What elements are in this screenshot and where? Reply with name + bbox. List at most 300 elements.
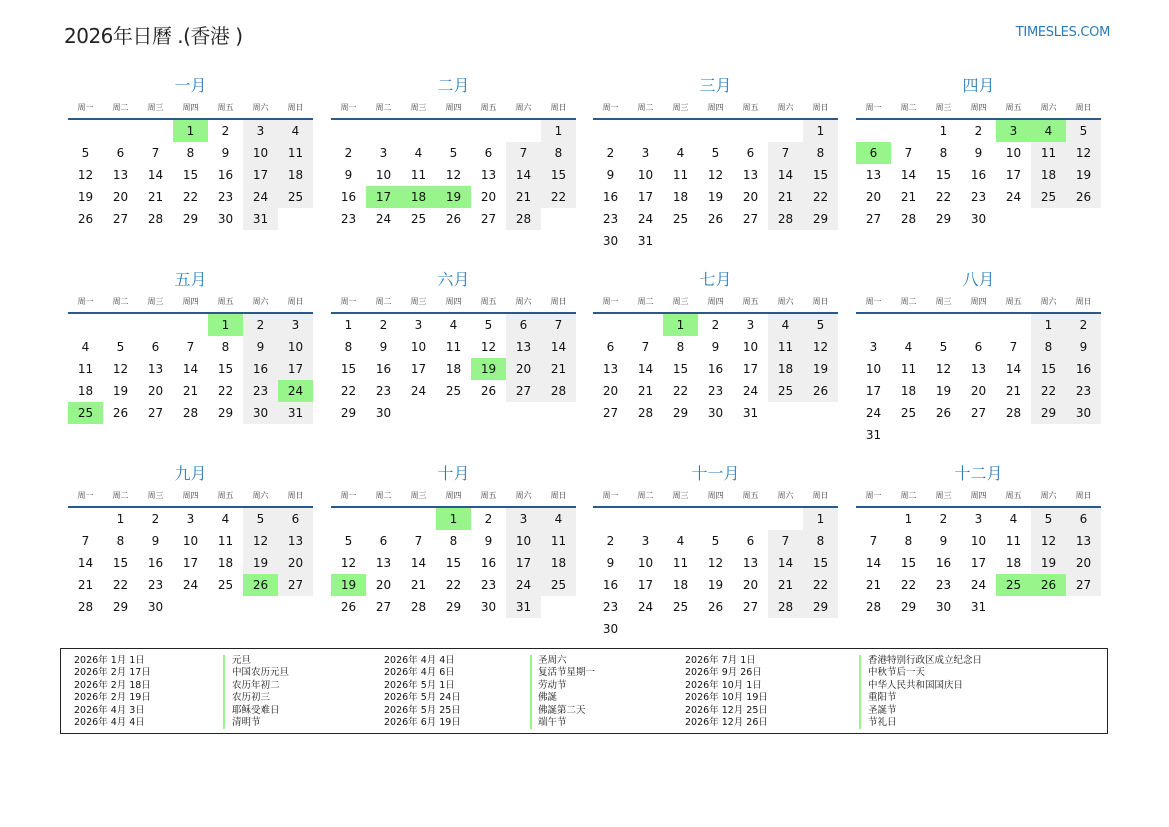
day-cell: 27 bbox=[742, 600, 759, 614]
holiday-day-cell: 18 bbox=[401, 186, 436, 208]
day-cell: 26 bbox=[707, 600, 724, 614]
weekday-label: 周四 bbox=[182, 297, 199, 306]
legend-date-column bbox=[74, 655, 151, 729]
day-cell: 16 bbox=[340, 190, 357, 204]
day-cell: 23 bbox=[147, 578, 164, 592]
legend-holiday-name: 复活节星期一 bbox=[538, 667, 596, 679]
day-cell: 11 bbox=[445, 340, 462, 354]
weekday-label: 周四 bbox=[970, 103, 987, 112]
month-calendar bbox=[593, 74, 838, 252]
day-cell: 9 bbox=[379, 340, 388, 354]
day-cell: 31 bbox=[865, 428, 882, 442]
day-cell: 5 bbox=[939, 340, 948, 354]
day-cell: 4 bbox=[414, 146, 423, 160]
day-cell: 30 bbox=[935, 600, 952, 614]
day-grid bbox=[593, 508, 838, 640]
month-name: 十一月 bbox=[691, 464, 740, 483]
day-cell: 10 bbox=[1005, 146, 1022, 160]
day-cell: 8 bbox=[221, 340, 230, 354]
day-cell: 29 bbox=[672, 406, 689, 420]
day-cell: 11 bbox=[217, 534, 234, 548]
weekday-label: 周二 bbox=[900, 103, 917, 112]
day-cell: 19 bbox=[1066, 164, 1101, 186]
weekday-header bbox=[856, 98, 1101, 120]
empty-cell bbox=[331, 508, 366, 530]
month-name: 七月 bbox=[699, 270, 732, 289]
empty-cell bbox=[996, 314, 1031, 336]
day-cell: 12 bbox=[803, 336, 838, 358]
day-cell: 9 bbox=[221, 146, 230, 160]
legend-date: 2026年 4月 4日 bbox=[384, 655, 455, 666]
holiday-day-cell: 17 bbox=[366, 186, 401, 208]
empty-cell bbox=[331, 120, 366, 142]
day-cell: 28 bbox=[865, 600, 882, 614]
day-cell: 30 bbox=[602, 234, 619, 248]
empty-cell bbox=[663, 120, 698, 142]
empty-cell bbox=[926, 314, 961, 336]
day-cell: 12 bbox=[445, 168, 462, 182]
month-name: 九月 bbox=[174, 464, 207, 483]
day-cell: 6 bbox=[151, 340, 160, 354]
day-cell: 17 bbox=[278, 358, 313, 380]
day-cell: 24 bbox=[1005, 190, 1022, 204]
day-cell: 12 bbox=[707, 168, 724, 182]
day-cell: 25 bbox=[900, 406, 917, 420]
day-cell: 16 bbox=[147, 556, 164, 570]
day-cell: 11 bbox=[541, 530, 576, 552]
day-cell: 24 bbox=[637, 212, 654, 226]
empty-cell bbox=[593, 120, 628, 142]
legend-holiday-name: 劳动节 bbox=[538, 679, 567, 691]
weekday-header bbox=[68, 98, 313, 120]
weekday-label: 周日 bbox=[550, 297, 567, 306]
day-cell: 27 bbox=[865, 212, 882, 226]
day-cell: 16 bbox=[602, 578, 619, 592]
weekday-label: 周二 bbox=[112, 103, 129, 112]
day-grid bbox=[856, 120, 1101, 230]
day-cell: 23 bbox=[1066, 380, 1101, 402]
day-cell: 7 bbox=[904, 146, 913, 160]
month-name: 五月 bbox=[174, 270, 207, 289]
day-cell: 24 bbox=[970, 578, 987, 592]
day-cell: 1 bbox=[1031, 314, 1066, 336]
weekday-label: 周一 bbox=[77, 297, 94, 306]
weekday-label: 周四 bbox=[970, 297, 987, 306]
day-cell: 18 bbox=[672, 578, 689, 592]
day-cell: 17 bbox=[182, 556, 199, 570]
day-cell: 14 bbox=[768, 164, 803, 186]
day-cell: 8 bbox=[116, 534, 125, 548]
month-calendar bbox=[593, 268, 838, 424]
day-cell: 3 bbox=[746, 318, 755, 332]
weekday-label: 周三 bbox=[672, 297, 689, 306]
weekday-label: 周五 bbox=[742, 297, 759, 306]
day-cell: 6 bbox=[506, 314, 541, 336]
empty-cell bbox=[856, 314, 891, 336]
weekday-header bbox=[856, 292, 1101, 314]
day-cell: 26 bbox=[112, 406, 129, 420]
day-cell: 14 bbox=[1005, 362, 1022, 376]
day-cell: 17 bbox=[742, 362, 759, 376]
day-cell: 1 bbox=[803, 120, 838, 142]
day-cell: 31 bbox=[278, 402, 313, 424]
empty-cell bbox=[768, 508, 803, 530]
weekday-label: 周六 bbox=[252, 297, 269, 306]
day-cell: 25 bbox=[445, 384, 462, 398]
weekday-header bbox=[593, 98, 838, 120]
weekday-label: 周二 bbox=[112, 297, 129, 306]
weekday-label: 周二 bbox=[900, 491, 917, 500]
day-cell: 5 bbox=[81, 146, 90, 160]
month-name: 六月 bbox=[437, 270, 470, 289]
day-cell: 16 bbox=[970, 168, 987, 182]
day-grid bbox=[331, 120, 576, 230]
day-cell: 30 bbox=[243, 402, 278, 424]
legend-holiday-name: 节礼日 bbox=[868, 716, 897, 728]
day-cell: 11 bbox=[1031, 142, 1066, 164]
day-cell: 2 bbox=[1066, 314, 1101, 336]
day-cell: 2 bbox=[606, 146, 615, 160]
day-cell: 10 bbox=[865, 362, 882, 376]
weekday-label: 周日 bbox=[550, 491, 567, 500]
day-cell: 5 bbox=[484, 318, 493, 332]
empty-cell bbox=[68, 508, 103, 530]
empty-cell bbox=[628, 314, 663, 336]
day-cell: 30 bbox=[217, 212, 234, 226]
legend-holiday-name: 端午节 bbox=[538, 716, 567, 728]
day-grid bbox=[856, 314, 1101, 446]
day-grid bbox=[331, 508, 576, 618]
empty-cell bbox=[628, 508, 663, 530]
day-cell: 1 bbox=[939, 124, 948, 138]
day-cell: 13 bbox=[865, 168, 882, 182]
empty-cell bbox=[733, 120, 768, 142]
legend-date: 2026年 5月 24日 bbox=[384, 692, 461, 704]
day-cell: 10 bbox=[742, 340, 759, 354]
day-cell: 22 bbox=[182, 190, 199, 204]
day-cell: 12 bbox=[480, 340, 497, 354]
day-cell: 12 bbox=[112, 362, 129, 376]
legend-date: 2026年 10月 1日 bbox=[685, 679, 762, 691]
empty-cell bbox=[68, 120, 103, 142]
day-cell: 16 bbox=[375, 362, 392, 376]
day-cell: 3 bbox=[506, 508, 541, 530]
day-cell: 23 bbox=[602, 600, 619, 614]
legend-holiday-name: 佛誕 bbox=[538, 692, 558, 704]
day-cell: 24 bbox=[375, 212, 392, 226]
day-cell: 10 bbox=[182, 534, 199, 548]
day-cell: 24 bbox=[506, 574, 541, 596]
month-calendar bbox=[68, 268, 313, 424]
day-cell: 28 bbox=[77, 600, 94, 614]
weekday-label: 周四 bbox=[445, 103, 462, 112]
day-cell: 10 bbox=[375, 168, 392, 182]
weekday-label: 周一 bbox=[602, 297, 619, 306]
weekday-label: 周日 bbox=[287, 103, 304, 112]
day-cell: 14 bbox=[77, 556, 94, 570]
day-cell: 20 bbox=[865, 190, 882, 204]
month-calendar bbox=[856, 462, 1101, 618]
day-cell: 4 bbox=[1009, 512, 1018, 526]
weekday-header bbox=[593, 486, 838, 508]
day-cell: 16 bbox=[480, 556, 497, 570]
day-cell: 4 bbox=[904, 340, 913, 354]
weekday-label: 周日 bbox=[287, 491, 304, 500]
day-cell: 14 bbox=[410, 556, 427, 570]
weekday-label: 周日 bbox=[1075, 491, 1092, 500]
weekday-label: 周二 bbox=[637, 297, 654, 306]
day-cell: 12 bbox=[707, 556, 724, 570]
day-cell: 3 bbox=[186, 512, 195, 526]
day-cell: 6 bbox=[746, 534, 755, 548]
holiday-day-cell: 25 bbox=[68, 402, 103, 424]
legend-date: 2026年 12月 26日 bbox=[685, 716, 768, 728]
day-cell: 21 bbox=[506, 186, 541, 208]
legend-date: 2026年 6月 19日 bbox=[384, 716, 461, 728]
day-cell: 18 bbox=[672, 190, 689, 204]
legend-holiday-name: 佛誕第二天 bbox=[538, 704, 586, 716]
legend-date: 2026年 1月 1日 bbox=[74, 655, 145, 666]
day-cell: 28 bbox=[768, 208, 803, 230]
month-name: 三月 bbox=[699, 76, 732, 95]
empty-cell bbox=[138, 314, 173, 336]
day-cell: 12 bbox=[77, 168, 94, 182]
day-cell: 11 bbox=[768, 336, 803, 358]
month-calendar bbox=[856, 74, 1101, 230]
brand-link[interactable]: TIMESLES.COM bbox=[1015, 25, 1110, 40]
day-cell: 27 bbox=[506, 380, 541, 402]
day-cell: 28 bbox=[410, 600, 427, 614]
weekday-label: 周五 bbox=[480, 297, 497, 306]
weekday-label: 周五 bbox=[480, 103, 497, 112]
weekday-label: 周三 bbox=[935, 491, 952, 500]
day-cell: 3 bbox=[641, 146, 650, 160]
day-cell: 29 bbox=[445, 600, 462, 614]
day-cell: 24 bbox=[182, 578, 199, 592]
day-cell: 9 bbox=[974, 146, 983, 160]
day-cell: 18 bbox=[217, 556, 234, 570]
day-cell: 15 bbox=[340, 362, 357, 376]
day-cell: 22 bbox=[541, 186, 576, 208]
weekday-label: 周二 bbox=[637, 103, 654, 112]
day-cell: 15 bbox=[803, 552, 838, 574]
day-cell: 23 bbox=[480, 578, 497, 592]
empty-cell bbox=[663, 508, 698, 530]
day-cell: 16 bbox=[935, 556, 952, 570]
day-cell: 19 bbox=[707, 578, 724, 592]
day-cell: 25 bbox=[410, 212, 427, 226]
holiday-legend bbox=[60, 648, 1108, 734]
day-cell: 11 bbox=[410, 168, 427, 182]
empty-cell bbox=[366, 120, 401, 142]
day-cell: 30 bbox=[147, 600, 164, 614]
day-cell: 21 bbox=[865, 578, 882, 592]
day-cell: 28 bbox=[637, 406, 654, 420]
day-cell: 17 bbox=[1005, 168, 1022, 182]
weekday-label: 周五 bbox=[742, 103, 759, 112]
weekday-label: 周五 bbox=[742, 491, 759, 500]
day-cell: 16 bbox=[243, 358, 278, 380]
weekday-label: 周六 bbox=[777, 297, 794, 306]
day-grid bbox=[856, 508, 1101, 618]
day-cell: 30 bbox=[480, 600, 497, 614]
empty-cell bbox=[891, 314, 926, 336]
day-cell: 3 bbox=[243, 120, 278, 142]
day-cell: 23 bbox=[243, 380, 278, 402]
empty-cell bbox=[733, 508, 768, 530]
legend-date: 2026年 4月 6日 bbox=[384, 667, 455, 679]
day-cell: 7 bbox=[151, 146, 160, 160]
day-cell: 21 bbox=[637, 384, 654, 398]
day-cell: 31 bbox=[970, 600, 987, 614]
day-cell: 13 bbox=[742, 556, 759, 570]
day-cell: 26 bbox=[707, 212, 724, 226]
day-cell: 25 bbox=[1031, 186, 1066, 208]
legend-holiday-name: 清明节 bbox=[232, 716, 261, 728]
legend-holiday-marker bbox=[223, 655, 225, 729]
day-cell: 4 bbox=[676, 534, 685, 548]
day-cell: 9 bbox=[484, 534, 493, 548]
day-cell: 19 bbox=[77, 190, 94, 204]
day-cell: 12 bbox=[1031, 530, 1066, 552]
legend-date: 2026年 4月 4日 bbox=[74, 716, 145, 728]
month-name: 四月 bbox=[962, 76, 995, 95]
day-cell: 7 bbox=[81, 534, 90, 548]
weekday-label: 周六 bbox=[1040, 491, 1057, 500]
empty-cell bbox=[768, 120, 803, 142]
legend-date: 2026年 4月 3日 bbox=[74, 704, 145, 716]
empty-cell bbox=[593, 508, 628, 530]
day-cell: 27 bbox=[147, 406, 164, 420]
day-cell: 4 bbox=[541, 508, 576, 530]
day-cell: 4 bbox=[278, 120, 313, 142]
legend-date: 2026年 10月 19日 bbox=[685, 692, 768, 704]
weekday-header bbox=[593, 292, 838, 314]
weekday-label: 周一 bbox=[340, 491, 357, 500]
weekday-label: 周三 bbox=[147, 491, 164, 500]
day-cell: 21 bbox=[900, 190, 917, 204]
day-cell: 15 bbox=[182, 168, 199, 182]
day-cell: 14 bbox=[865, 556, 882, 570]
legend-date: 2026年 2月 17日 bbox=[74, 667, 151, 679]
day-cell: 30 bbox=[707, 406, 724, 420]
day-cell: 8 bbox=[541, 142, 576, 164]
legend-name-column bbox=[868, 655, 982, 729]
day-cell: 29 bbox=[340, 406, 357, 420]
day-cell: 4 bbox=[81, 340, 90, 354]
day-cell: 18 bbox=[1005, 556, 1022, 570]
day-cell: 15 bbox=[112, 556, 129, 570]
day-cell: 6 bbox=[1066, 508, 1101, 530]
month-name: 十月 bbox=[437, 464, 470, 483]
day-cell: 8 bbox=[449, 534, 458, 548]
day-cell: 15 bbox=[803, 164, 838, 186]
day-cell: 2 bbox=[243, 314, 278, 336]
day-cell: 7 bbox=[506, 142, 541, 164]
weekday-label: 周六 bbox=[777, 491, 794, 500]
day-grid bbox=[68, 120, 313, 230]
day-cell: 7 bbox=[641, 340, 650, 354]
day-cell: 10 bbox=[637, 168, 654, 182]
weekday-label: 周三 bbox=[935, 297, 952, 306]
legend-holiday-name: 农历初三 bbox=[232, 692, 271, 704]
day-cell: 14 bbox=[768, 552, 803, 574]
weekday-header bbox=[331, 98, 576, 120]
day-cell: 15 bbox=[1031, 358, 1066, 380]
day-grid bbox=[593, 120, 838, 252]
weekday-label: 周四 bbox=[707, 491, 724, 500]
day-cell: 5 bbox=[344, 534, 353, 548]
weekday-label: 周三 bbox=[410, 491, 427, 500]
day-cell: 22 bbox=[900, 578, 917, 592]
day-cell: 24 bbox=[243, 186, 278, 208]
day-cell: 11 bbox=[278, 142, 313, 164]
weekday-header bbox=[856, 486, 1101, 508]
day-cell: 15 bbox=[217, 362, 234, 376]
weekday-label: 周二 bbox=[375, 103, 392, 112]
day-cell: 9 bbox=[939, 534, 948, 548]
weekday-label: 周日 bbox=[550, 103, 567, 112]
day-cell: 2 bbox=[484, 512, 493, 526]
day-cell: 3 bbox=[379, 146, 388, 160]
month-name: 一月 bbox=[174, 76, 207, 95]
day-cell: 11 bbox=[1005, 534, 1022, 548]
day-cell: 7 bbox=[869, 534, 878, 548]
legend-date: 2026年 9月 26日 bbox=[685, 667, 762, 679]
day-cell: 10 bbox=[243, 142, 278, 164]
weekday-label: 周一 bbox=[77, 103, 94, 112]
day-cell: 21 bbox=[182, 384, 199, 398]
day-cell: 18 bbox=[768, 358, 803, 380]
weekday-label: 周一 bbox=[865, 491, 882, 500]
day-cell: 28 bbox=[541, 380, 576, 402]
day-cell: 26 bbox=[480, 384, 497, 398]
day-cell: 4 bbox=[676, 146, 685, 160]
day-cell: 27 bbox=[742, 212, 759, 226]
legend-date: 2026年 5月 25日 bbox=[384, 704, 461, 716]
day-cell: 24 bbox=[410, 384, 427, 398]
day-cell: 30 bbox=[970, 212, 987, 226]
day-cell: 22 bbox=[217, 384, 234, 398]
legend-date: 2026年 2月 18日 bbox=[74, 679, 151, 691]
weekday-label: 周一 bbox=[602, 103, 619, 112]
weekday-label: 周三 bbox=[935, 103, 952, 112]
day-grid bbox=[331, 314, 576, 424]
day-cell: 14 bbox=[182, 362, 199, 376]
legend-name-column bbox=[232, 655, 289, 729]
day-cell: 23 bbox=[707, 384, 724, 398]
day-cell: 11 bbox=[77, 362, 94, 376]
day-cell: 21 bbox=[1005, 384, 1022, 398]
weekday-label: 周六 bbox=[1040, 103, 1057, 112]
day-cell: 8 bbox=[676, 340, 685, 354]
day-cell: 1 bbox=[803, 508, 838, 530]
weekday-label: 周日 bbox=[812, 491, 829, 500]
weekday-label: 周六 bbox=[515, 297, 532, 306]
holiday-day-cell: 6 bbox=[856, 142, 891, 164]
weekday-label: 周二 bbox=[375, 491, 392, 500]
day-cell: 8 bbox=[1031, 336, 1066, 358]
legend-holiday-marker bbox=[530, 655, 532, 729]
month-name: 二月 bbox=[437, 76, 470, 95]
day-cell: 10 bbox=[970, 534, 987, 548]
holiday-day-cell: 1 bbox=[663, 314, 698, 336]
day-cell: 8 bbox=[939, 146, 948, 160]
day-cell: 10 bbox=[637, 556, 654, 570]
empty-cell bbox=[961, 314, 996, 336]
empty-cell bbox=[698, 120, 733, 142]
weekday-label: 周四 bbox=[182, 103, 199, 112]
